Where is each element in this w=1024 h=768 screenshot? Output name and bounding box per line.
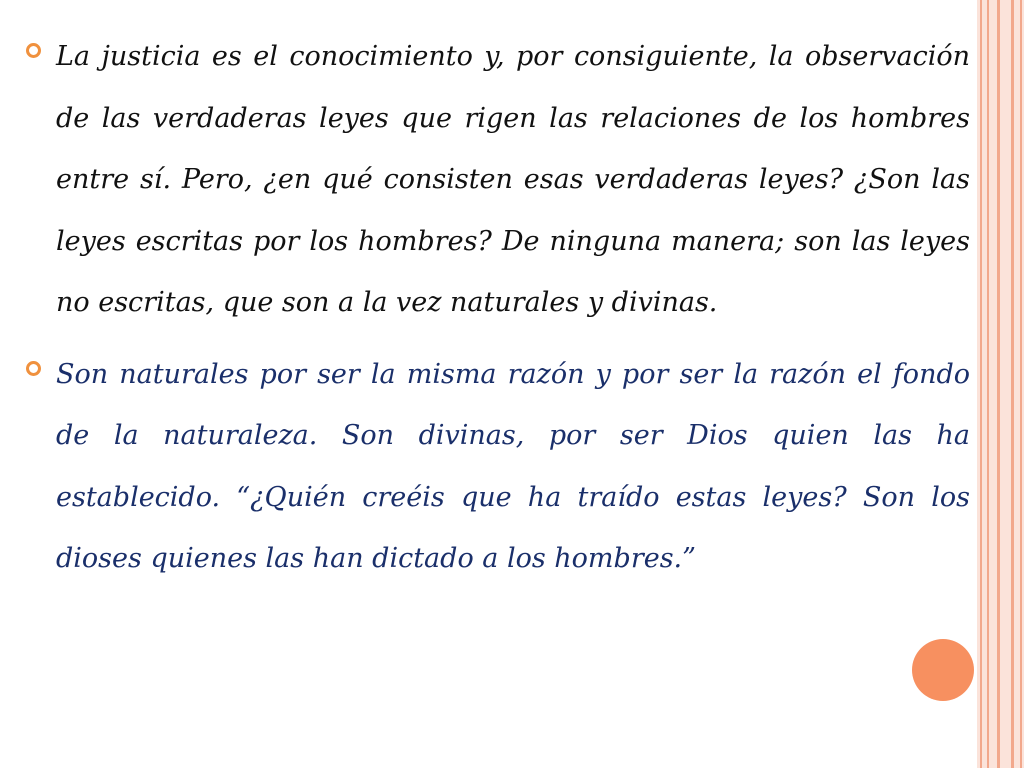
stripe bbox=[1020, 0, 1022, 768]
orange-circle-decoration bbox=[912, 639, 974, 701]
stripe bbox=[997, 0, 1000, 768]
bullet-item bbox=[22, 344, 970, 590]
paragraph-justicia: La justicia es el conocimiento y, por consiguiente, la observación de las verdaderas leyes que rigen las relaciones de los hombres entre sí. Pero, ¿en qué consisten esas verdaderas leyes? ¿Son las leyes escritas por los hombres? De ninguna manera; son las leyes no escritas, que son a la vez naturales y divinas. bbox=[56, 41, 970, 318]
stripe bbox=[980, 0, 982, 768]
stripe bbox=[1011, 0, 1014, 768]
ring-bullet-icon bbox=[26, 43, 41, 58]
paragraph-naturales: Son naturales por ser la misma razón y por ser la razón el fondo de la naturaleza. Son divinas, por ser Dios quien las ha establecido. “¿Quién creéis que ha traído estas leyes? Son los dioses quienes las han dictado a los hombres.” bbox=[56, 358, 970, 574]
bullet-item bbox=[22, 26, 970, 334]
decorative-stripes bbox=[977, 0, 1024, 768]
ring-bullet-icon bbox=[26, 361, 41, 376]
slide-content bbox=[22, 26, 970, 600]
stripe bbox=[987, 0, 989, 768]
